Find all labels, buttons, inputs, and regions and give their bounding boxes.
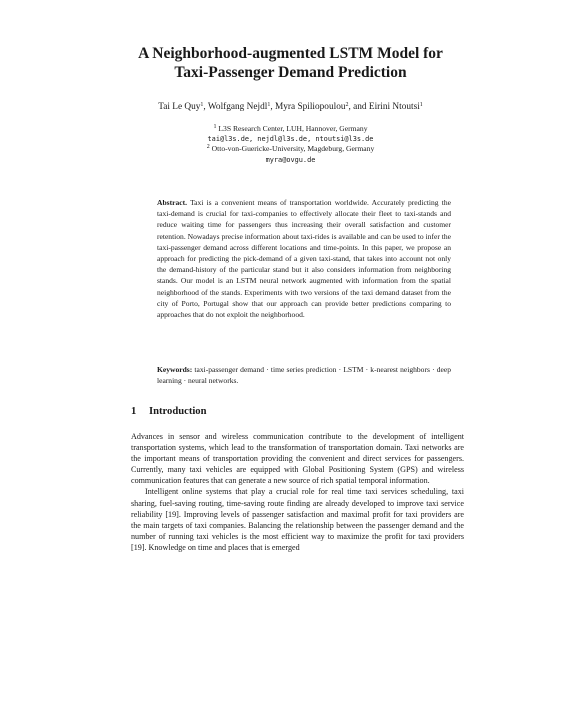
keywords-text: taxi-passenger demand · time series prediction · LSTM · k-nearest neighbors · deep learning · neural networks. bbox=[157, 365, 452, 386]
abstract-text: Taxi is a convenient means of transportation worldwide. Accurately predicting the taxi-demand is crucial for taxi-companies to effectively allocate their fleet to taxi-stands and reduce waiting time for passengers thus increasing their overall satisfaction and customer retention. Nowadays precise information about taxi-rides is available and can be used to infer the taxi-passenger demand across different locations and time-points. In this paper, we propose an approach for predicting the pick-demand of a given taxi-stand, that takes into account not only the demand-history of the particular stand but it also considers information from neighboring stands. Our model is an LSTM neural network augmented with information from the spatial neighborhood of the stands. Experiments with two versions of the taxi demand dataset from the city of Porto, Portugal show that our approach can provide better predictions comparing to approaches that do not exploit the neighborhood. bbox=[157, 198, 451, 320]
author-affiliation-mark: 1 bbox=[267, 102, 271, 108]
author-affiliation-mark: 1 bbox=[200, 102, 204, 108]
author-name: Tai Le Quy bbox=[158, 102, 201, 112]
affiliation-mark: 2 bbox=[206, 144, 210, 151]
author-name: Eirini Ntoutsi bbox=[368, 102, 420, 112]
body-paragraph: Advances in sensor and wireless communication contribute to the development of intelligent transportation systems, which lead to the transformation of transportation domain. Taxi networks are the important means of transportation providing the convenient and direct services for passengers. Currently, many taxi vehicles are equipped with Global Positioning System (GPS) and wireless communication features that can generate a new source of rich spatial temporal information. bbox=[131, 432, 464, 486]
section-number: 1 bbox=[131, 406, 137, 417]
abstract-label: Abstract. bbox=[157, 198, 187, 207]
paper-title bbox=[60, 44, 521, 82]
section-body bbox=[131, 431, 464, 553]
section-heading bbox=[131, 406, 207, 417]
title-line-1: A Neighborhood-augmented LSTM Model for bbox=[138, 45, 443, 62]
author-name: Myra Spiliopoulou bbox=[274, 102, 346, 112]
author-name: Wolfgang Nejdl bbox=[207, 102, 268, 112]
affiliation-list bbox=[100, 124, 481, 165]
affiliation-1 bbox=[100, 124, 481, 134]
section-title: Introduction bbox=[149, 406, 207, 417]
author-affiliation-mark: 1 bbox=[419, 102, 423, 108]
author-list bbox=[60, 101, 521, 113]
affiliation-emails: myra@ovgu.de bbox=[265, 155, 316, 164]
author-separator: , bbox=[270, 102, 275, 112]
author-affiliation-mark: 2 bbox=[345, 102, 349, 108]
affiliation-org: L3S Research Center, LUH, Hannover, Germany bbox=[218, 124, 368, 133]
abstract bbox=[157, 197, 451, 320]
affiliation-2 bbox=[100, 144, 481, 154]
title-line-2: Taxi-Passenger Demand Prediction bbox=[174, 64, 407, 81]
keywords-label: Keywords: bbox=[157, 365, 193, 374]
author-separator: , and bbox=[348, 102, 369, 112]
body-paragraph: Intelligent online systems that play a crucial role for real time taxi services scheduling, taxi sharing, fuel-saving routing, time-saving route finding are already developed to improve taxi service reliability [19]. Improving levels of passenger satisfaction and maximal profit for taxi providers are the main targets of taxi companies. Balancing the relationship between the passenger demand and the number of running taxi vehicles is the most efficient way to maximize the profit for taxi providers [19]. Knowledge on time and places that is emerged bbox=[131, 487, 464, 552]
affiliation-mark: 1 bbox=[213, 124, 217, 130]
keywords bbox=[157, 364, 451, 386]
author-separator: , bbox=[203, 102, 208, 112]
affiliation-org: Otto-von-Guericke-University, Magdeburg, Germany bbox=[211, 144, 375, 154]
affiliation-emails: tai@l3s.de, nejdl@l3s.de, ntoutsi@l3s.de bbox=[207, 135, 374, 144]
